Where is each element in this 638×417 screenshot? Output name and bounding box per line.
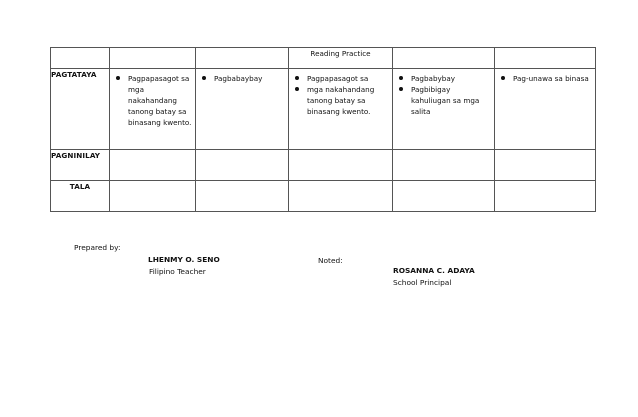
- empty-cell: [393, 48, 495, 69]
- bullet-icon: [295, 87, 299, 91]
- bullet-icon: [501, 76, 505, 80]
- bullet-icon: [399, 87, 403, 91]
- list-item: [399, 73, 492, 84]
- pagtataya-cell-2: [196, 69, 289, 150]
- noter-name: ROSANNA C. ADAYA: [393, 266, 475, 275]
- empty-cell: [289, 181, 393, 212]
- list-item-text: Pagbabybay: [411, 74, 455, 83]
- pagtataya-cell-3: [289, 69, 393, 150]
- pagtataya-cell-4: [393, 69, 495, 150]
- empty-cell: [196, 181, 289, 212]
- noter-title: School Principal: [393, 278, 452, 287]
- empty-cell: [51, 48, 110, 69]
- empty-cell: [196, 48, 289, 69]
- noted-label: Noted:: [318, 256, 343, 265]
- list-item: [501, 73, 593, 84]
- list-item-text: Pagbibigay kahuliugan sa mga salita: [411, 85, 480, 116]
- pagtataya-cell-5: [495, 69, 596, 150]
- bullet-icon: [116, 76, 120, 80]
- empty-cell: [110, 48, 196, 69]
- bullet-icon: [399, 76, 403, 80]
- list-item-text: Pagpapasagot sa mga nakahandang tanong batay sa binasang kwento.: [128, 74, 192, 127]
- pagtataya-cell-1: [110, 69, 196, 150]
- table-row-tala: [51, 181, 596, 212]
- table-row-pagtataya: [51, 69, 596, 150]
- table-row-pagninilay: [51, 150, 596, 181]
- list-item: [295, 73, 390, 84]
- empty-cell: [110, 150, 196, 181]
- empty-cell: [289, 150, 393, 181]
- list-item-text: mga nakahandang tanong batay sa binasang kwento.: [307, 85, 375, 116]
- empty-cell: [110, 181, 196, 212]
- lesson-plan-table: [50, 47, 596, 212]
- empty-cell: [393, 181, 495, 212]
- list-item-text: Pagbabaybay: [214, 74, 263, 83]
- prepared-by-label: Prepared by:: [74, 243, 121, 252]
- list-item-text: Pag-unawa sa binasa: [513, 74, 589, 83]
- list-item: [399, 84, 492, 117]
- list-item-text: Pagpapasagot sa: [307, 74, 369, 83]
- empty-cell: [495, 48, 596, 69]
- empty-cell: [495, 150, 596, 181]
- preparer-name: LHENMY O. SENO: [148, 255, 220, 264]
- list-item: [202, 73, 286, 84]
- empty-cell: [196, 150, 289, 181]
- table-row-header: [51, 48, 596, 69]
- bullet-icon: [202, 76, 206, 80]
- reading-practice-note: Reading Practice: [289, 48, 393, 69]
- row-label-pagninilay: PAGNINILAY: [51, 150, 110, 181]
- empty-cell: [393, 150, 495, 181]
- list-item: [295, 84, 390, 117]
- list-item: [116, 73, 193, 128]
- row-label-tala: TALA: [51, 181, 110, 212]
- row-label-pagtataya: PAGTATAYA: [51, 69, 110, 150]
- bullet-icon: [295, 76, 299, 80]
- preparer-title: Filipino Teacher: [149, 267, 206, 276]
- empty-cell: [495, 181, 596, 212]
